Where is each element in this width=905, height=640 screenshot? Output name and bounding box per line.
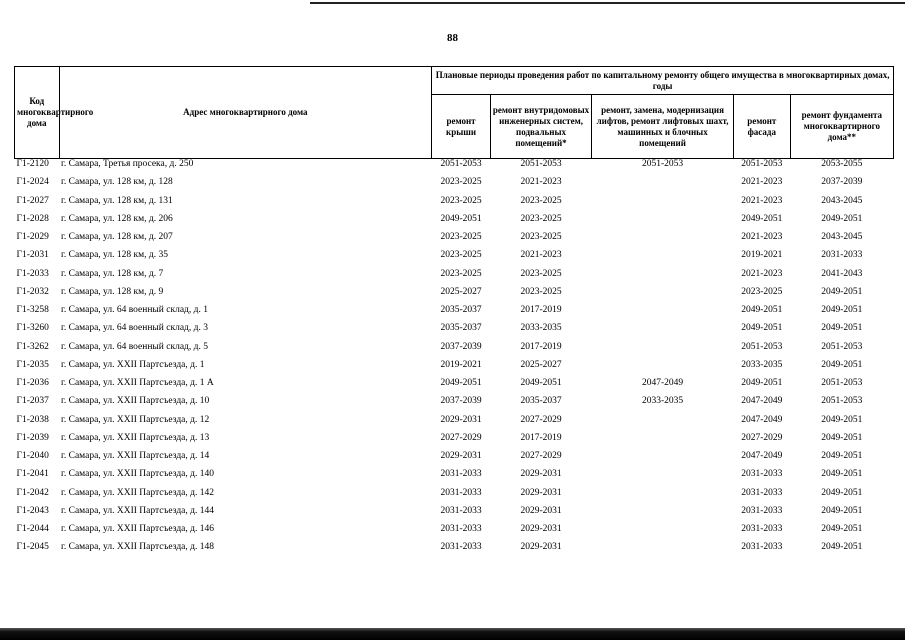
cell-foundation: 2049-2051 bbox=[821, 505, 863, 516]
cell-facade: 2051-2053 bbox=[741, 341, 783, 352]
cell-facade: 2049-2051 bbox=[741, 305, 783, 315]
cell-foundation: 2031-2033 bbox=[821, 250, 863, 261]
table-row bbox=[15, 250, 894, 268]
cell-address: г. Самара, ул. XXII Партсъезда, д. 1 bbox=[61, 359, 205, 370]
cell-roof: 2031-2033 bbox=[440, 542, 482, 553]
cell-facade: 2027-2029 bbox=[741, 432, 783, 443]
cell-foundation: 2049-2051 bbox=[821, 359, 863, 370]
cell-foundation: 2049-2051 bbox=[821, 542, 863, 553]
cell-roof: 2035-2037 bbox=[440, 323, 482, 334]
cell-facade: 2049-2051 bbox=[741, 378, 783, 388]
cell-foundation: 2043-2045 bbox=[821, 232, 863, 242]
table-row bbox=[15, 342, 894, 360]
cell-roof: 2023-2025 bbox=[440, 195, 482, 206]
table-row bbox=[15, 378, 894, 396]
cell-foundation: 2049-2051 bbox=[821, 286, 863, 297]
cell-foundation: 2049-2051 bbox=[821, 451, 863, 461]
cell-facade: 2047-2049 bbox=[741, 396, 783, 407]
cell-roof: 2029-2031 bbox=[440, 414, 482, 425]
header-facade: ремонт фасада bbox=[733, 95, 790, 159]
cell-foundation: 2049-2051 bbox=[821, 469, 863, 480]
cell-code: Г1-2039 bbox=[16, 432, 49, 443]
cell-address: г. Самара, ул. 64 военный склад, д. 1 bbox=[61, 305, 208, 315]
cell-systems: 2023-2025 bbox=[520, 195, 562, 206]
cell-code: Г1-3258 bbox=[16, 305, 49, 315]
cell-systems: 2023-2025 bbox=[520, 213, 562, 224]
header-roof: ремонт крыши bbox=[432, 95, 491, 159]
cell-foundation: 2049-2051 bbox=[821, 323, 863, 334]
cell-address: г. Самара, ул. 128 км, д. 131 bbox=[61, 195, 173, 206]
cell-address: г. Самара, ул. 128 км, д. 9 bbox=[61, 286, 164, 297]
table-row bbox=[15, 214, 894, 232]
header-foundation: ремонт фундамента многоквартирного дома** bbox=[790, 95, 893, 159]
cell-elevators bbox=[592, 469, 734, 487]
cell-roof: 2031-2033 bbox=[440, 469, 482, 480]
table-row bbox=[15, 506, 894, 524]
cell-foundation: 2049-2051 bbox=[821, 305, 863, 315]
cell-systems: 2021-2023 bbox=[520, 177, 562, 188]
table-body bbox=[15, 159, 894, 561]
cell-code: Г1-2027 bbox=[16, 195, 49, 206]
cell-elevators bbox=[592, 488, 734, 506]
cell-code: Г1-2038 bbox=[16, 414, 49, 425]
cell-facade: 2021-2023 bbox=[741, 268, 783, 279]
cell-roof: 2049-2051 bbox=[440, 378, 482, 388]
cell-systems: 2021-2023 bbox=[520, 250, 562, 261]
cell-elevators: 2047-2049 bbox=[641, 378, 684, 388]
cell-roof: 2023-2025 bbox=[440, 250, 482, 261]
table-row bbox=[15, 177, 894, 195]
cell-systems: 2017-2019 bbox=[520, 341, 562, 352]
cell-code: Г1-2045 bbox=[16, 542, 49, 553]
cell-facade: 2021-2023 bbox=[741, 232, 783, 242]
cell-facade: 2033-2035 bbox=[741, 359, 783, 370]
cell-systems: 2023-2025 bbox=[520, 232, 562, 242]
cell-roof: 2037-2039 bbox=[440, 341, 482, 352]
table-row bbox=[15, 159, 894, 178]
table-row bbox=[15, 488, 894, 506]
cell-foundation: 2043-2045 bbox=[821, 195, 863, 206]
cell-systems: 2023-2025 bbox=[520, 268, 562, 279]
cell-code: Г1-3262 bbox=[16, 341, 49, 352]
cell-systems: 2035-2037 bbox=[520, 396, 562, 407]
cell-elevators bbox=[592, 305, 734, 323]
cell-code: Г1-2036 bbox=[16, 378, 49, 388]
cell-facade: 2047-2049 bbox=[741, 414, 783, 425]
cell-code: Г1-2032 bbox=[16, 286, 49, 297]
header-code: Код многоквартирного дома bbox=[15, 67, 60, 159]
cell-systems: 2027-2029 bbox=[520, 414, 562, 425]
cell-foundation: 2049-2051 bbox=[821, 487, 863, 498]
cell-code: Г1-2029 bbox=[16, 232, 49, 242]
cell-facade: 2019-2021 bbox=[741, 250, 783, 261]
cell-foundation: 2053-2055 bbox=[821, 159, 863, 169]
header-group: Плановые периоды проведения работ по капитальному ремонту общего имущества в многоквартирных домах, годы bbox=[432, 67, 894, 95]
cell-elevators bbox=[592, 524, 734, 542]
table-row bbox=[15, 524, 894, 542]
cell-facade: 2031-2033 bbox=[741, 524, 783, 534]
cell-systems: 2029-2031 bbox=[520, 469, 562, 480]
cell-roof: 2031-2033 bbox=[440, 505, 482, 516]
cell-foundation: 2041-2043 bbox=[821, 268, 863, 279]
cell-elevators bbox=[592, 232, 734, 250]
table-row bbox=[15, 469, 894, 487]
cell-code: Г1-2028 bbox=[16, 213, 49, 224]
cell-address: г. Самара, ул. 128 км, д. 128 bbox=[61, 177, 173, 188]
cell-systems: 2023-2025 bbox=[520, 286, 562, 297]
cell-systems: 2049-2051 bbox=[520, 378, 562, 388]
table-row bbox=[15, 360, 894, 378]
cell-roof: 2035-2037 bbox=[440, 305, 482, 315]
cell-address: г. Самара, ул. XXII Партсъезда, д. 10 bbox=[61, 396, 210, 407]
cell-code: Г1-2044 bbox=[16, 524, 49, 534]
cell-systems: 2027-2029 bbox=[520, 451, 562, 461]
cell-elevators bbox=[592, 269, 734, 287]
cell-address: г. Самара, ул. XXII Партсъезда, д. 148 bbox=[61, 542, 214, 553]
cell-code: Г1-2035 bbox=[16, 359, 49, 370]
cell-address: г. Самара, ул. XXII Партсъезда, д. 140 bbox=[61, 469, 214, 480]
table-row bbox=[15, 232, 894, 250]
cell-roof: 2051-2053 bbox=[440, 159, 482, 169]
cell-elevators: 2051-2053 bbox=[641, 159, 684, 169]
cell-systems: 2033-2035 bbox=[520, 323, 562, 334]
cell-elevators: 2033-2035 bbox=[641, 396, 684, 407]
cell-code: Г1-2042 bbox=[16, 487, 49, 498]
table-row bbox=[15, 396, 894, 414]
cell-code: Г1-2041 bbox=[16, 469, 49, 480]
cell-elevators bbox=[592, 415, 734, 433]
cell-address: г. Самара, ул. XXII Партсъезда, д. 14 bbox=[61, 451, 210, 461]
cell-elevators bbox=[592, 214, 734, 232]
cell-address: г. Самара, ул. XXII Партсъезда, д. 1 А bbox=[61, 378, 214, 388]
cell-roof: 2023-2025 bbox=[440, 177, 482, 188]
cell-foundation: 2049-2051 bbox=[821, 524, 863, 534]
cell-foundation: 2051-2053 bbox=[821, 396, 863, 407]
cell-elevators bbox=[592, 451, 734, 469]
table-row bbox=[15, 323, 894, 341]
cell-foundation: 2051-2053 bbox=[821, 341, 863, 352]
cell-code: Г1-3260 bbox=[16, 323, 49, 334]
cell-code: Г1-2033 bbox=[16, 268, 49, 279]
cell-roof: 2023-2025 bbox=[440, 232, 482, 242]
table-row bbox=[15, 269, 894, 287]
cell-roof: 2031-2033 bbox=[440, 524, 482, 534]
cell-address: г. Самара, ул. 128 км, д. 206 bbox=[61, 213, 173, 224]
cell-elevators bbox=[592, 342, 734, 360]
repair-schedule-table bbox=[14, 66, 894, 561]
table-row bbox=[15, 287, 894, 305]
cell-elevators bbox=[592, 250, 734, 268]
table-row bbox=[15, 433, 894, 451]
cell-code: Г1-2040 bbox=[16, 451, 49, 461]
cell-address: г. Самара, Третья просека, д. 250 bbox=[61, 159, 194, 169]
cell-systems: 2029-2031 bbox=[520, 524, 562, 534]
cell-address: г. Самара, ул. XXII Партсъезда, д. 142 bbox=[61, 487, 214, 498]
cell-systems: 2051-2053 bbox=[520, 159, 562, 169]
table-row bbox=[15, 305, 894, 323]
cell-facade: 2023-2025 bbox=[741, 286, 783, 297]
cell-systems: 2017-2019 bbox=[520, 305, 562, 315]
cell-facade: 2049-2051 bbox=[741, 323, 783, 334]
cell-address: г. Самара, ул. 128 км, д. 35 bbox=[61, 250, 168, 261]
cell-foundation: 2049-2051 bbox=[821, 432, 863, 443]
cell-elevators bbox=[592, 506, 734, 524]
cell-roof: 2019-2021 bbox=[440, 359, 482, 370]
cell-systems: 2025-2027 bbox=[520, 359, 562, 370]
cell-elevators bbox=[592, 287, 734, 305]
cell-foundation: 2049-2051 bbox=[821, 414, 863, 425]
cell-roof: 2023-2025 bbox=[440, 268, 482, 279]
cell-facade: 2031-2033 bbox=[741, 487, 783, 498]
cell-facade: 2021-2023 bbox=[741, 177, 783, 188]
cell-elevators bbox=[592, 196, 734, 214]
cell-roof: 2029-2031 bbox=[440, 451, 482, 461]
cell-facade: 2031-2033 bbox=[741, 542, 783, 553]
cell-foundation: 2049-2051 bbox=[821, 213, 863, 224]
cell-foundation: 2037-2039 bbox=[821, 177, 863, 188]
cell-address: г. Самара, ул. 128 км, д. 7 bbox=[61, 268, 164, 279]
cell-address: г. Самара, ул. 64 военный склад, д. 5 bbox=[61, 341, 208, 352]
cell-roof: 2025-2027 bbox=[440, 286, 482, 297]
cell-roof: 2031-2033 bbox=[440, 487, 482, 498]
cell-code: Г1-2031 bbox=[16, 250, 49, 261]
cell-systems: 2029-2031 bbox=[520, 505, 562, 516]
header-elevators: ремонт, замена, модернизация лифтов, ремонт лифтовых шахт, машинных и блочных помещений bbox=[592, 95, 734, 159]
cell-elevators bbox=[592, 177, 734, 195]
cell-systems: 2029-2031 bbox=[520, 487, 562, 498]
cell-systems: 2017-2019 bbox=[520, 432, 562, 443]
cell-facade: 2049-2051 bbox=[741, 213, 783, 224]
header-address: Адрес многоквартирного дома bbox=[59, 67, 432, 159]
cell-address: г. Самара, ул. 64 военный склад, д. 3 bbox=[61, 323, 208, 334]
top-rule bbox=[310, 2, 905, 4]
header-systems: ремонт внутридомовых инженерных систем, подвальных помещений* bbox=[490, 95, 591, 159]
table-row bbox=[15, 542, 894, 560]
table-row bbox=[15, 451, 894, 469]
cell-roof: 2037-2039 bbox=[440, 396, 482, 407]
cell-code: Г1-2120 bbox=[16, 159, 49, 169]
cell-facade: 2031-2033 bbox=[741, 469, 783, 480]
cell-roof: 2027-2029 bbox=[440, 432, 482, 443]
cell-facade: 2047-2049 bbox=[741, 451, 783, 461]
cell-facade: 2051-2053 bbox=[741, 159, 783, 169]
cell-address: г. Самара, ул. 128 км, д. 207 bbox=[61, 232, 173, 242]
cell-elevators bbox=[592, 360, 734, 378]
cell-facade: 2031-2033 bbox=[741, 505, 783, 516]
cell-address: г. Самара, ул. XXII Партсъезда, д. 146 bbox=[61, 524, 214, 534]
cell-foundation: 2051-2053 bbox=[821, 378, 863, 388]
cell-elevators bbox=[592, 433, 734, 451]
cell-roof: 2049-2051 bbox=[440, 213, 482, 224]
cell-address: г. Самара, ул. XXII Партсъезда, д. 12 bbox=[61, 414, 210, 425]
cell-elevators bbox=[592, 542, 734, 560]
table-row bbox=[15, 415, 894, 433]
cell-address: г. Самара, ул. XXII Партсъезда, д. 13 bbox=[61, 432, 210, 443]
cell-facade: 2021-2023 bbox=[741, 195, 783, 206]
cell-address: г. Самара, ул. XXII Партсъезда, д. 144 bbox=[61, 505, 214, 516]
page-number: 88 bbox=[447, 32, 458, 44]
cell-systems: 2029-2031 bbox=[520, 542, 562, 553]
table-row bbox=[15, 196, 894, 214]
cell-code: Г1-2037 bbox=[16, 396, 49, 407]
cell-elevators bbox=[592, 323, 734, 341]
cell-code: Г1-2043 bbox=[16, 505, 49, 516]
scan-edge-band bbox=[0, 628, 905, 640]
cell-code: Г1-2024 bbox=[16, 177, 49, 188]
